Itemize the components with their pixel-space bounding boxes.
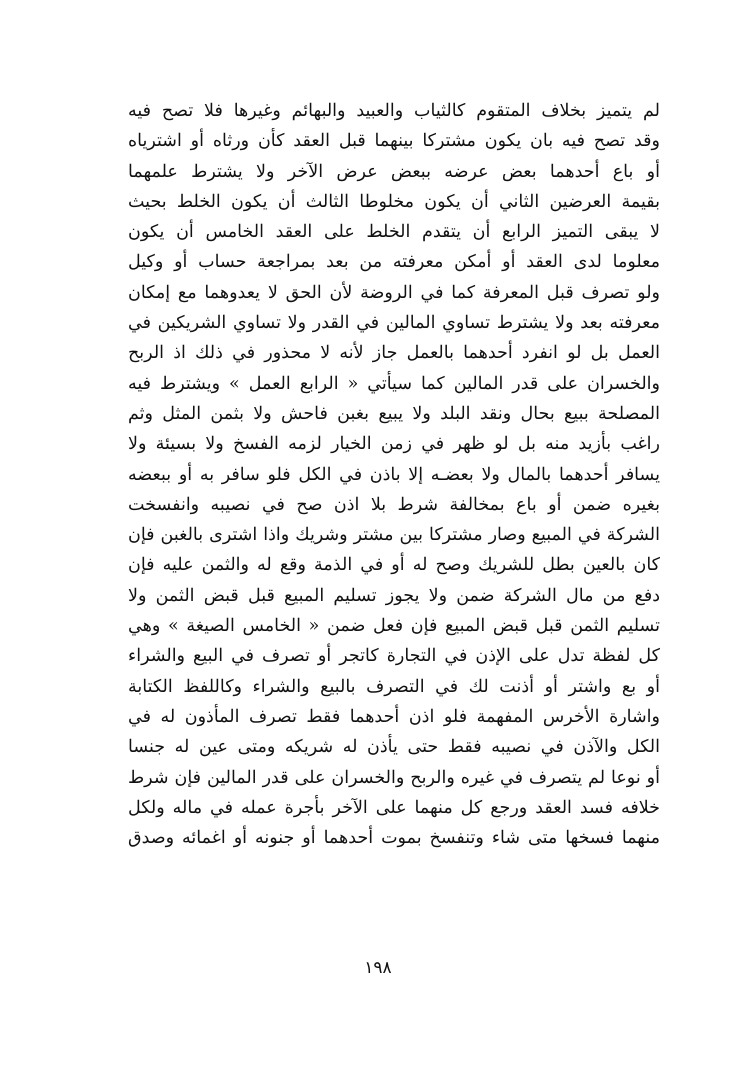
text-line: المصلحة ببيع بحال ونقد البلد ولا يبيع بغبن فاحش ولا بثمن المثل وثم [128, 403, 660, 424]
text-line: تسليم الثمن قبل قبض المبيع فإن فعل ضمن « الخامس الصيغة » وهي [128, 616, 660, 637]
text-line: كل لفظة تدل على الإذن في التجارة كاتجر أو تصرف في البيع والشراء [128, 646, 660, 667]
text-line: معرفته بعد ولا يشترط تساوي المالين في القدر ولا تساوي الشريكين في [128, 313, 660, 334]
text-line: أو نوعا لم يتصرف في غيره والربح والخسران على قدر المالين فإن شرط [128, 767, 660, 788]
text-line: خلافه فسد العقد ورجع كل منهما على الآخر بأجرة عمله في ماله ولكل [128, 797, 660, 818]
text-line: لا يبقى التميز الرابع أن يتقدم الخلط على العقد الخامس أن يكون [128, 222, 660, 243]
text-line: بغيره ضمن أو باع بمخالفة شرط بلا اذن صح في نصيبه وانفسخت [128, 494, 660, 515]
text-line: ولو تصرف قبل المعرفة كما في الروضة لأن الحق لا يعدوهما مع إمكان [128, 282, 660, 303]
text-line: راغب بأزيد منه بل لو ظهر في زمن الخيار لزمه الفسخ ولا بسيئة ولا [128, 434, 660, 455]
text-line: دفع من مال الشركة ضمن ولا يجوز تسليم المبيع قبل قبض الثمن ولا [128, 585, 660, 606]
text-line: أو باع أحدهما بعض عرضه ببعض عرض الآخر ولا يشترط علمهما [128, 161, 660, 182]
text-line: الشركة في المبيع وصار مشتركا بين مشتر وشريك واذا اشترى بالغبن فإن [128, 525, 660, 546]
text-line: وقد تصح فيه بان يكون مشتركا بينهما قبل العقد كأن ورثاه أو اشترياه [128, 131, 660, 152]
text-line: لم يتميز بخلاف المتقوم كالثياب والعبيد والبهائم وغيرها فلا تصح فيه [128, 101, 660, 121]
text-line: منهما فسخها متى شاء وتنفسخ بموت أحدهما أو جنونه أو اغمائه وصدق [128, 828, 660, 849]
text-line: الكل والآذن في نصيبه فقط حتى يأذن له شريكه ومتى عين له جنسا [128, 737, 660, 758]
text-line: كان بالعين بطل للشريك وصح له أو في الذمة وقع له والثمن عليه فإن [128, 555, 660, 576]
text-line: والخسران على قدر المالين كما سيأتي « الرابع العمل » ويشترط فيه [128, 373, 660, 394]
text-line: أو بع واشتر أو أذنت لك في التصرف بالبيع والشراء وكاللفظ الكتابة [128, 676, 660, 697]
text-line: واشارة الأخرس المفهمة فلو اذن أحدهما فقط تصرف المأذون له في [128, 706, 660, 727]
text-line: معلوما لدى العقد أو أمكن معرفته من بعد بمراجعة حساب أو وكيل [128, 252, 660, 273]
page-number: ١٩٨ [364, 958, 392, 978]
text-line: بقيمة العرضين الثاني أن يكون مخلوطا الثالث أن يكون الخلط بحيث [128, 191, 660, 212]
text-line: يسافر أحدهما بالمال ولا بعضـه إلا باذن في الكل فلو سافر به أو ببعضه [128, 464, 660, 485]
body-text [128, 96, 660, 853]
text-line: العمل بل لو انفرد أحدهما بالعمل جاز لأنه لا محذور في ذلك اذ الربح [128, 343, 660, 364]
